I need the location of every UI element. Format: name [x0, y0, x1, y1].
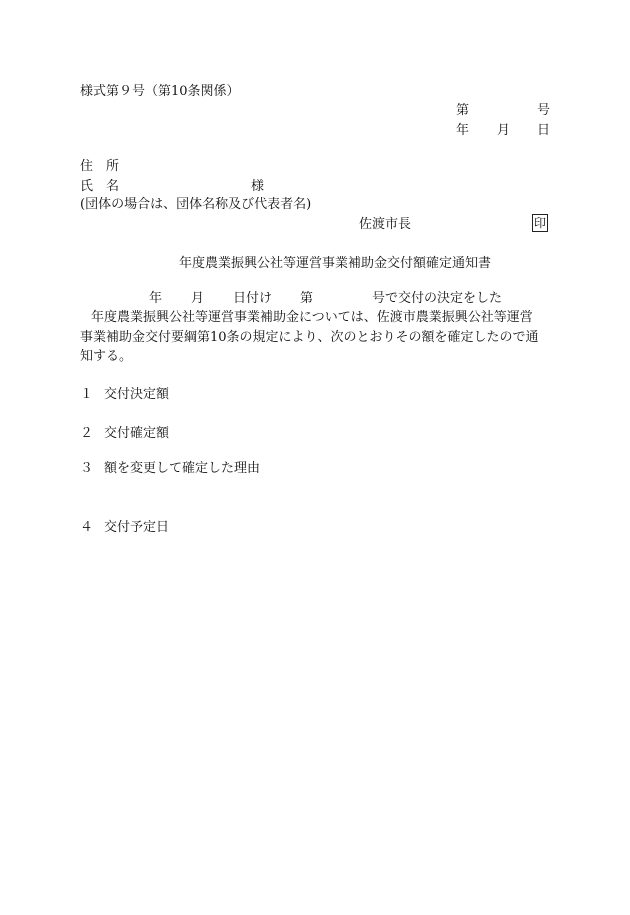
body-line-2: 年度農業振興公社等運営事業補助金については、佐渡市農業振興公社等運営	[91, 310, 533, 325]
date-year: 年	[456, 123, 470, 138]
item-2-number: ２	[80, 426, 94, 441]
seal-stamp-box	[532, 214, 548, 232]
ref-month: 月	[191, 291, 205, 306]
body-line-3: 事業補助金交付要綱第10条の規定により、次のとおりその額を確定したので通	[80, 330, 539, 345]
ref-go-text: 号で交付の決定をした	[372, 291, 503, 306]
item-1-label: 交付決定額	[104, 387, 170, 402]
item-1-number: １	[80, 387, 94, 402]
item-4-label: 交付予定日	[104, 520, 170, 535]
item-4-number: ４	[80, 520, 94, 535]
form-number-label: 様式第９号（第10条関係）	[80, 84, 240, 99]
doc-number-go: 号	[537, 103, 551, 118]
item-2-label: 交付確定額	[104, 426, 170, 441]
address-label: 住 所	[80, 159, 120, 174]
group-name-note: (団体の場合は、団体名称及び代表者名)	[80, 197, 312, 212]
item-3-number: ３	[80, 461, 94, 476]
honorific-sama: 様	[251, 179, 265, 194]
document-title: 年度農業振興公社等運営事業補助金交付額確定通知書	[179, 256, 492, 271]
ref-date: 日付け	[233, 291, 273, 306]
date-day: 日	[537, 123, 551, 138]
ref-year: 年	[149, 291, 163, 306]
ref-dai: 第	[300, 291, 314, 306]
issuer-name: 佐渡市長	[359, 217, 412, 232]
doc-number-dai: 第	[456, 103, 470, 118]
body-line-4: 知する。	[80, 349, 133, 364]
item-3-label: 額を変更して確定した理由	[104, 461, 261, 476]
name-label: 氏 名	[80, 179, 120, 194]
seal-character: 印	[533, 216, 546, 230]
date-month: 月	[497, 123, 511, 138]
